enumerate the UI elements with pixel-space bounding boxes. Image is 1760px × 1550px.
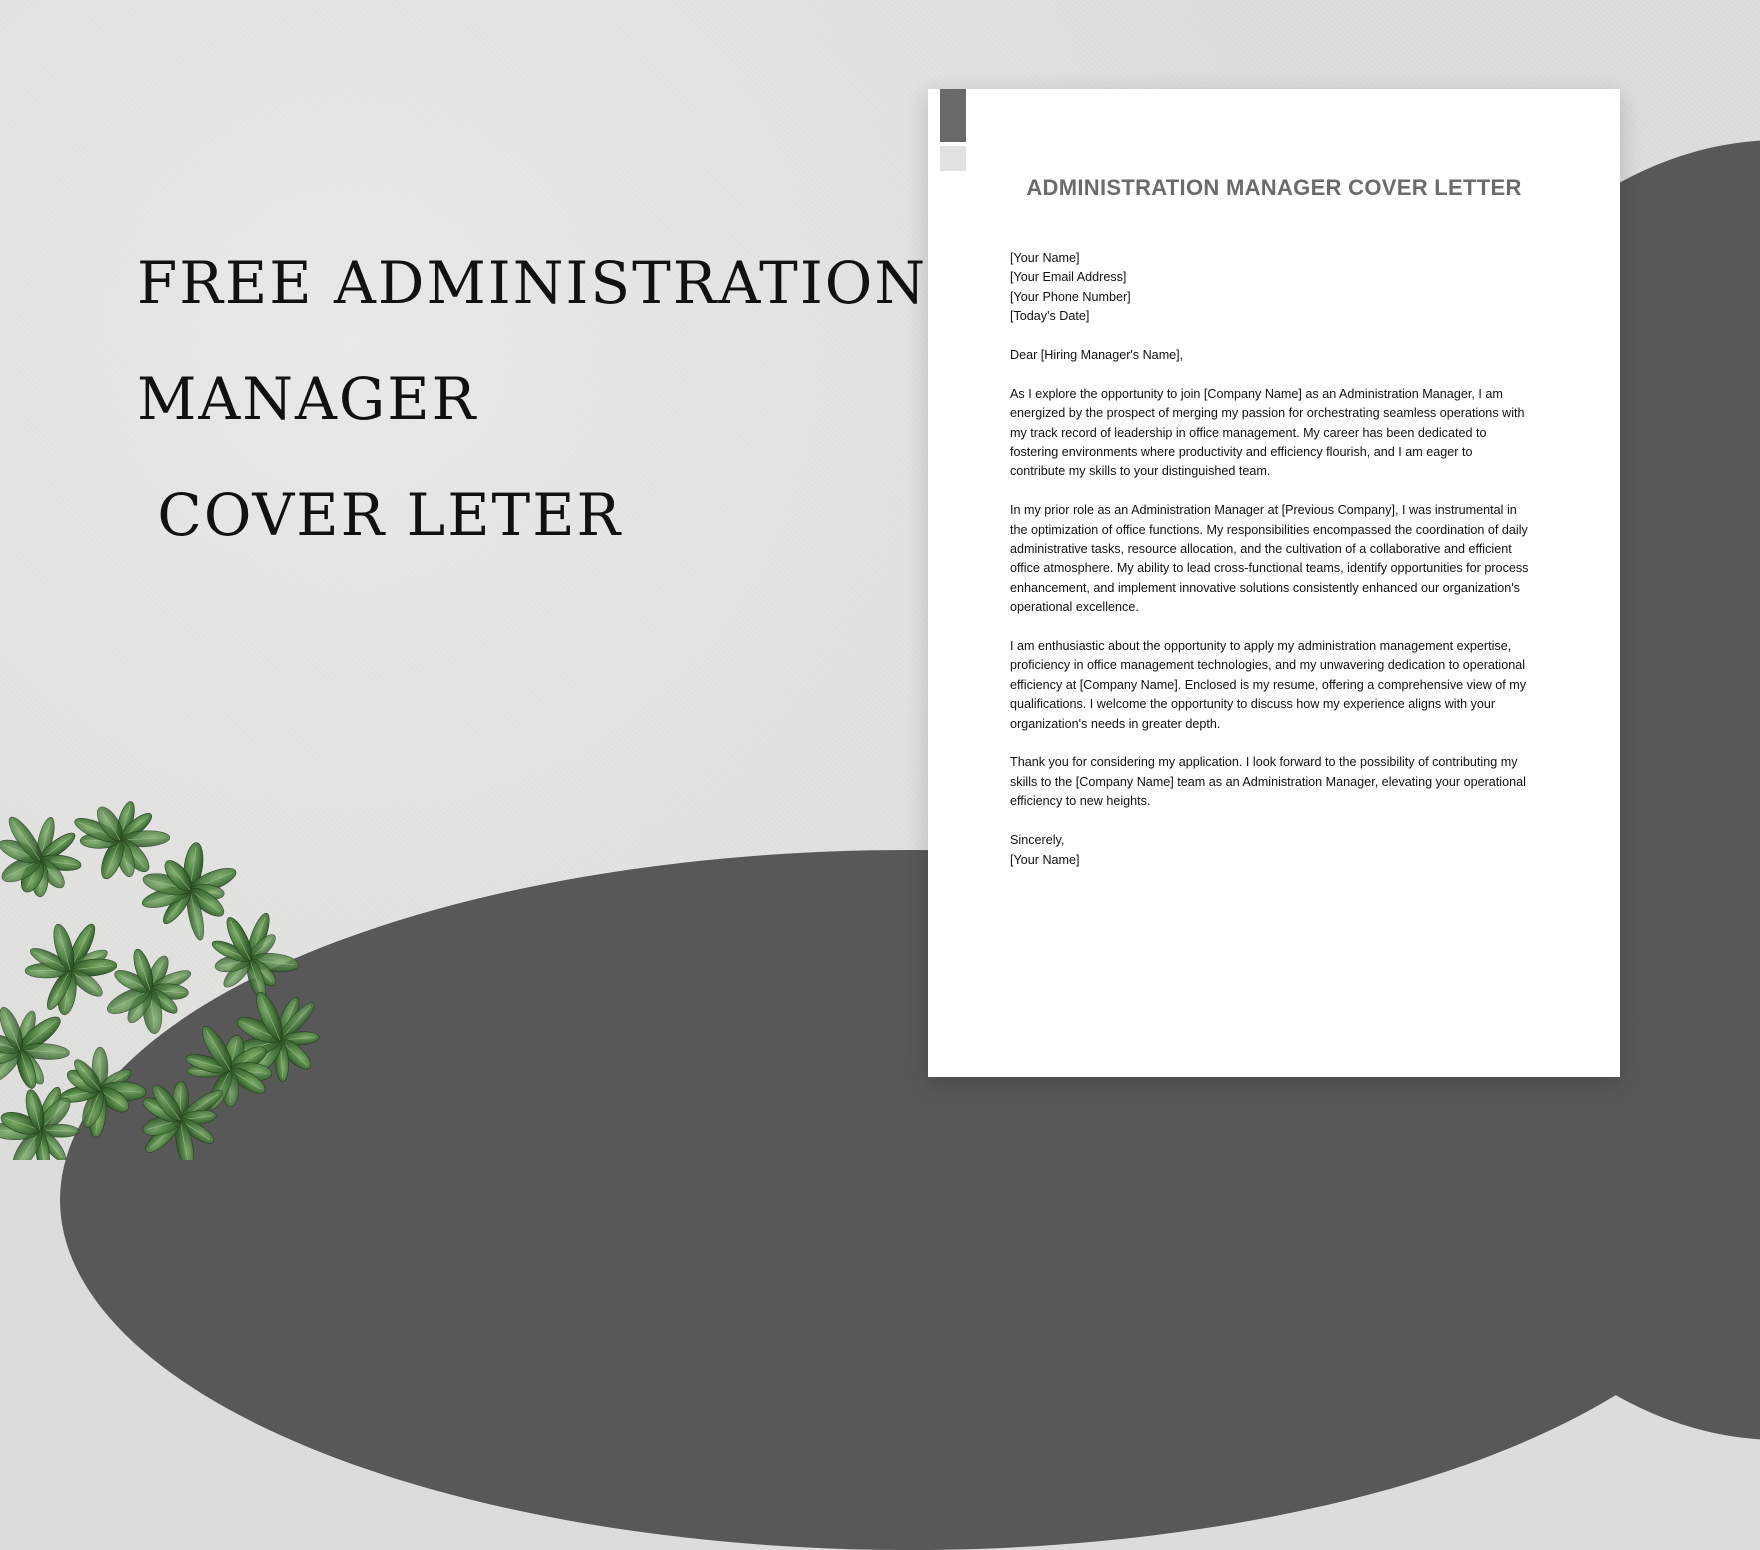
letter-date: [Today's Date]: [1010, 307, 1530, 326]
plant-decoration: [0, 770, 360, 1160]
document-title: ADMINISTRATION MANAGER COVER LETTER: [928, 175, 1620, 201]
promo-headline: [137, 225, 927, 573]
headline-line-3: COVER LETER: [137, 457, 927, 573]
paragraph-3: I am enthusiastic about the opportunity to apply my administration management expertise, proficiency in office management technologies, and my unwavering dedication to operational efficiency at [Company Name]. Enclosed is my resume, offering a comprehensive view of my qualifications. I welcome the opportunity to discuss how my experience aligns with your organization's needs in greater depth.: [1010, 637, 1530, 734]
paragraph-2: In my prior role as an Administration Manager at [Previous Company], I was instrumental in the optimization of office functions. My responsibilities encompassed the coordination of daily administrative tasks, resource allocation, and the cultivation of a collaborative and efficient office atmosphere. My ability to lead cross-functional teams, identify opportunities for process enhancement, and implement innovative solutions consistently enhanced our organization's operational excellence.: [1010, 501, 1530, 617]
paragraph-4: Thank you for considering my application. I look forward to the possibility of contributing my skills to the [Company Name] team as an Administration Manager, elevating your operational efficiency to new heights.: [1010, 753, 1530, 811]
document-page: [928, 89, 1620, 1077]
paragraph-1: As I explore the opportunity to join [Company Name] as an Administration Manager, I am energized by the prospect of merging my passion for orchestrating seamless operations with my track record of leadership in office management. My career has been dedicated to fostering environments where productivity and efficiency flourish, and I am eager to contribute my skills to your distinguished team.: [1010, 385, 1530, 482]
sender-block: [1010, 249, 1530, 327]
closing: Sincerely,: [1010, 831, 1530, 850]
headline-line-2: MANAGER: [137, 341, 927, 457]
decorative-tab-light: [940, 146, 966, 171]
signature: [Your Name]: [1010, 851, 1530, 870]
sign-off: [1010, 831, 1530, 870]
sender-phone: [Your Phone Number]: [1010, 288, 1530, 307]
decorative-tab-dark: [940, 89, 966, 142]
greeting: Dear [Hiring Manager's Name],: [1010, 346, 1530, 365]
headline-line-1: FREE ADMINISTRATION: [137, 225, 927, 341]
sender-email: [Your Email Address]: [1010, 268, 1530, 287]
letter-body: [1010, 249, 1530, 889]
sender-name: [Your Name]: [1010, 249, 1530, 268]
